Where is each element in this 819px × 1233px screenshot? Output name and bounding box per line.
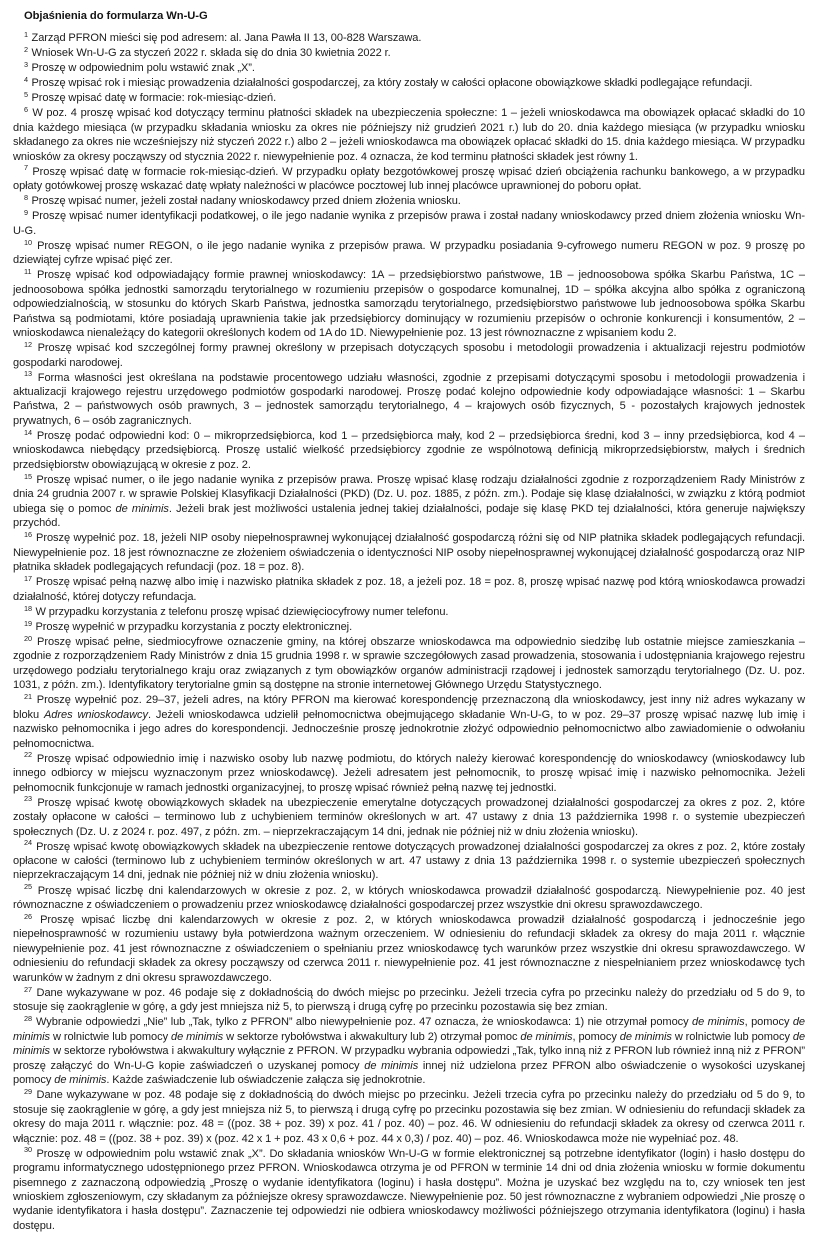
footnote-item (13, 209, 805, 238)
page-title: Objaśnienia do formularza Wn-U-G (24, 10, 208, 22)
footnote-text: Proszę wpisać pełne, siedmiocyfrowe oznaczenie gminy, na której obszarze wnioskodawca ma odpowiednio siedzibę lub ostatnie miejsce zamieszkania – zgodnie z rozporządzeniem Rady Ministrów z dnia 15 grudnia 1998 r. w sprawie szczegółowych zasad prowadzenia, stosowania i udostępniania krajowego rejestru urzędowego podziału terytorialnego kraju oraz związanych z tym obowiązków organów administracji rządowej i jednostek samorządu terytorialnego (Dz. U. poz. 1031, z późn. zm.). Identyfikatory terytorialne gmin są dostępne na stronie internetowej Głównego Urzędu Statystycznego. (13, 635, 805, 692)
footnote-marker: 25 (24, 882, 32, 892)
footnote-marker: 4 (24, 74, 28, 84)
footnote-marker: 20 (24, 633, 32, 643)
footnote-item (13, 840, 805, 883)
footnote-text: Dane wykazywane w poz. 46 podaje się z dokładnością do dwóch miejsc po przecinku. Jeżeli trzecia cyfra po przecinku należy do przedziału od 5 do 9, to stosuje się zaokrąglenie w górę, a gdy jest mniejsza niż 5, to pierwszą i drugą cyfrę po przecinku pozostawia się bez zmian. (13, 986, 805, 1014)
footnote-item (13, 913, 805, 985)
footnote-text: Proszę wpisać kod szczególnej formy prawnej określony w przepisach dotyczących sposobu i metodologii prowadzenia i aktualizacji rejestru podmiotów gospodarki narodowej. (13, 342, 805, 369)
footnote-item (13, 239, 805, 268)
footnote-marker: 2 (24, 44, 28, 54)
footnote-text: Zarząd PFRON mieści się pod adresem: al. Jana Pawła II 13, 00-828 Warszawa. (28, 32, 422, 44)
footnote-item (13, 76, 805, 90)
footnote-text: Proszę wpisać rok i miesiąc prowadzenia działalności gospodarczej, za który zostały w całości opłacone obowiązkowe składki podlegające refundacji. (28, 77, 753, 90)
footnote-marker: 7 (24, 163, 28, 173)
footnote-text: Proszę wpisać kod odpowiadający formie prawnej wnioskodawcy: 1A – przedsiębiorstwo państwowe, 1B – jednoosobowa spółka Skarbu Państwa, 1C – jednoosobowa spółka jednostki samorządu terytorialnego w rozumieniu przepisów o gospodarce komunalnej, 1D – spółka akcyjna albo spółka z ograniczoną odpowiedzialnością, w stosunku do których Skarb Państwa, jednostka samorządu terytorialnego, przedsiębiorstwo państwowe lub jednoosobowa spółka Skarbu Państwa są podmiotami, które posiadają uprawnienia takie jak przedsiębiorcy dominujący w rozumieniu przepisów o ochronie konkurencji i konsumentów, 2 – wnioskodawca nienależący do kategorii określonych kodem od 1A do 1D. Niewypełnienie poz. 13 jest równoznaczne z wpisaniem kodu 2. (13, 269, 805, 339)
footnote-text: Proszę w odpowiednim polu wstawić znak „X”. (28, 62, 255, 75)
footnote-marker: 29 (24, 1087, 32, 1097)
footnote-item (13, 531, 805, 574)
footnote-text: Dane wykazywane w poz. 48 podaje się z dokładnością do dwóch miejsc po przecinku. Jeżeli trzecia cyfra po przecinku należy do przedziału od 5 do 9, to stosuje się zaokrąglenie w górę, a gdy jest mniejsza niż 5, to pierwszą i drugą cyfrę po przecinku pozostawia się bez zmian. W odniesieniu do refundacji składek za okresy do maja 2011 r. włącznie: poz. 48 = ((poz. 38 + poz. 39) x poz. 41 / poz. 40) – poz. 46. W odniesieniu do refundacji składek za okresy od czerwca 2011 r. włącznie: poz. 48 = ((poz. 38 + poz. 39) x (poz. 42 x 1 + poz. 43 x 0,6 + poz. 44 x 0,3) / poz. 40) – poz. 46. Wnioskodawca może nie wypełniać poz. 48. (13, 1089, 805, 1145)
footnote-marker: 23 (24, 794, 32, 804)
footnote-marker: 12 (24, 339, 32, 349)
footnote-marker: 13 (24, 369, 32, 379)
footnote-item (13, 575, 805, 604)
footnote-text: Proszę wpisać kwotę obowiązkowych składek na ubezpieczenie rentowe dotyczących prowadzonej działalności gospodarczej za okres z poz. 2, które zostały opłacone w całości (terminowo lub z uchybieniem terminów określonych w art. 47 ustawy z dnia 13 października 1998 r. o systemie ubezpieczeń społecznych nieprzekraczającym 14 dni, jednak nie później niż w dniu złożenia wniosku). (13, 840, 805, 882)
footnote-marker: 30 (24, 1145, 32, 1155)
footnote-text: Proszę w odpowiednim polu wstawić znak „X”. Do składania wniosków Wn-U-G w formie elektronicznej są potrzebne identyfikator (login) i hasło dostępu do programu informatycznego udostępnionego przez PFRON. Wnioskodawca otrzyma je od PFRON w terminie 14 dni od dnia złożenia wniosku w formie dokumentu pisemnego z zaznaczoną odpowiedzią „Proszę o wydanie identyfikatora (loginu) i hasła dostępu”. Można je uzyskać bez względu na to, czy wniosek ten jest wnioskiem zgłoszeniowym, czy składanym za późniejsze okresy sprawozdawcze. Niewypełnienie poz. 50 jest równoznaczne z wybraniem odpowiedzi „Nie proszę o wydanie identyfikatora i hasła dostępu”. Zaznaczenie tej odpowiedzi nie odbiera wnioskodawcy możliwości późniejszego otrzymania identyfikatora (loginu) i hasła dostępu. (13, 1147, 805, 1232)
footnote-text: Proszę wpisać pełną nazwę albo imię i nazwisko płatnika składek z poz. 18, a jeżeli poz. 18 = poz. 8, proszę wpisać nazwę pod którą wnioskodawca prowadzi działalność, której dotyczy refundacja. (13, 576, 805, 603)
footnote-item (13, 194, 805, 208)
footnote-item (13, 268, 805, 340)
footnote-marker: 21 (24, 692, 32, 702)
footnote-marker: 27 (24, 984, 32, 994)
footnote-item (13, 1088, 805, 1146)
footnote-marker: 8 (24, 192, 28, 202)
footnote-marker: 3 (24, 59, 28, 69)
footnote-marker: 24 (24, 838, 32, 848)
footnote-item (13, 91, 805, 105)
footnote-text: Proszę wpisać liczbę dni kalendarzowych w okresie z poz. 2, w których wnioskodawca prowadził działalność gospodarczą. Niewypełnienie poz. 40 jest równoznaczne z oświadczeniem o prowadzeniu przez wnioskodawcę działalności gospodarczej przez wszystkie dni okresu sprawozdawczego. (13, 884, 805, 911)
footnote-item (13, 635, 805, 693)
footnote-item (13, 884, 805, 913)
footnote-text: Proszę wpisać numer identyfikacji podatkowej, o ile jego nadanie wynika z przepisów prawa i został nadany wnioskodawcy przed dniem złożenia wniosku Wn-U-G. (13, 210, 805, 237)
footnote-marker: 28 (24, 1014, 32, 1024)
footnote-marker: 11 (24, 267, 32, 276)
footnote-text: Proszę wpisać numer, o ile jego nadanie wynika z przepisów prawa. Proszę wpisać klasę rodzaju działalności zgodnie z rozporządzeniem Rady Ministrów z dnia 24 grudnia 2007 r. w sprawie Polskiej Klasyfikacji Działalności (PKD) (Dz. U. poz. 1885, z późn. zm.). Podaje się klasę działalności, w związku z którą podmiot ubiega się o pomoc de minimis. Jeżeli brak jest możliwości ustalenia jednej takiej działalności, podaje się klasę PKD tej działalności, która generuje największy przychód. (13, 473, 805, 530)
footnote-item (13, 1015, 805, 1087)
footnote-text: Proszę podać odpowiedni kod: 0 – mikroprzedsiębiorca, kod 1 – przedsiębiorca mały, kod 2 – przedsiębiorca średni, kod 3 – inny przedsiębiorca, kod 4 – wnioskodawca niebędący przedsiębiorcą. Proszę ustalić wielkość przedsiębiorcy zgodnie ze wspólnotową definicją mikroprzedsiębiorstw, małych i średnich przedsiębiorstw obowiązującą w okresie z poz. 2. (13, 429, 805, 471)
footnote-text: Proszę wpisać kwotę obowiązkowych składek na ubezpieczenie emerytalne dotyczących prowadzonej działalności gospodarczej za okres z poz. 2, które zostały opłacone w całości – terminowo lub z uchybieniem terminów określonych w art. 47 ustawy z dnia 13 października 1998 r. o systemie ubezpieczeń społecznych (Dz. U. z 2024 r. poz. 497, z późn. zm. – nieprzekraczającym 14 dni, jednak nie później niż w dniu złożenia wniosku). (13, 796, 805, 838)
footnote-text: Proszę wypełnić poz. 18, jeżeli NIP osoby niepełnosprawnej wykonującej działalność gospodarczą różni się od NIP płatnika składek podlegających refundacji. Niewypełnienie poz. 18 jest równoznaczne ze złożeniem oświadczenia o identyczności NIP osoby niepełnosprawnej wykonującej działalność gospodarczą oraz NIP płatnika składek podlegających refundacji (poz. 18 = poz. 8). (13, 532, 805, 574)
footnote-text: Proszę wypełnić poz. 29–37, jeżeli adres, na który PFRON ma kierować korespondencję przeznaczoną dla wnioskodawcy, jest inny niż adres wykazany w bloku Adres wnioskodawcy. Jeżeli wnioskodawca udzielił pełnomocnictwa obejmującego składanie Wn-U-G, to w poz. 29–37 proszę wpisać nazwę lub imię i nazwisko pełnomocnika i jego adres do korespondencji. Jednocześnie proszę jednokrotnie złożyć odpowiednio pełnomocnictwo albo zawiadomienie o odwołaniu pełnomocnictwa. (13, 694, 805, 750)
footnote-text: Proszę wpisać numer, jeżeli został nadany wnioskodawcy przed dniem złożenia wniosku. (28, 195, 461, 208)
footnote-item (13, 620, 805, 634)
footnote-item (13, 473, 805, 531)
footnote-marker: 1 (24, 29, 28, 39)
footnote-item (13, 371, 805, 429)
footnote-text: Proszę wypełnić w przypadku korzystania z poczty elektronicznej. (32, 620, 353, 633)
footnote-text: Wybranie odpowiedzi „Nie” lub „Tak, tylko z PFRON” albo niewypełnienie poz. 47 oznacza, że wnioskodawca: 1) nie otrzymał pomocy de minimis, pomocy de minimis w rolnictwie lub pomocy de minimis w sektorze rybołówstwa i akwakultury lub 2) otrzymał pomoc de minimis, pomocy de minimis w rolnictwie lub pomocy de minimis w sektorze rybołówstwa i akwakultury wyłącznie z PFRON. W przypadku wybrania odpowiedzi „Tak, tylko inną niż z PFRON lub również inną niż z PFRON” proszę załączyć do Wn-U-G kopie zaświadczeń o uzyskanej pomocy de minimis innej niż udzielona przez PFRON albo oświadczenie o wysokości uzyskanej pomocy de minimis. Każde zaświadczenie lub oświadczenie załącza się jednokrotnie. (13, 1016, 806, 1087)
footnote-marker: 9 (24, 208, 28, 217)
footnote-item (13, 693, 805, 751)
footnote-text: Proszę wpisać odpowiednio imię i nazwisko osoby lub nazwę podmiotu, do których należy kierować korespondencję do wnioskodawcy (wnioskodawcy lub innego odbiorcy w miejscu wyznaczonym przez wnioskodawcę). Jeżeli adresatem jest pełnomocnik, to proszę wpisać imię i nazwisko pełnomocnika. Jeżeli pełnomocnik funkcjonuje w ramach jednostki organizacyjnej, to proszę wpisać również pełną nazwę tej jednostki. (13, 752, 805, 794)
footnote-marker: 15 (24, 471, 32, 481)
footnote-item (13, 106, 805, 164)
footnote-text: Wniosek Wn-U-G za styczeń 2022 r. składa się do dnia 30 kwietnia 2022 r. (28, 47, 391, 60)
footnote-item (13, 796, 805, 839)
footnote-marker: 14 (24, 427, 32, 437)
footnote-item (13, 61, 805, 75)
footnote-marker: 22 (24, 750, 32, 760)
footnote-marker: 5 (24, 90, 28, 99)
footnote-text: W przypadku korzystania z telefonu proszę wpisać dziewięciocyfrowy numer telefonu. (32, 605, 449, 618)
footnote-text: Proszę wpisać datę w formacie rok-miesiąc-dzień. W przypadku opłaty bezgotówkowej proszę wpisać dzień obciążenia rachunku bankowego, a w przypadku opłaty gotówkowej proszę wskazać datę wpłaty należności w placówce pocztowej lub innej placówce uprawnionej do poboru opłat. (13, 165, 805, 193)
footnote-item (13, 1147, 805, 1233)
footnote-marker: 26 (24, 911, 32, 921)
footnote-item (13, 605, 805, 619)
footnote-item (13, 46, 805, 60)
footnote-marker: 17 (24, 574, 32, 584)
footnote-item (13, 752, 805, 795)
footnote-item (13, 429, 805, 472)
footnote-marker: 18 (24, 603, 32, 613)
footnote-item (13, 165, 805, 194)
footnote-item (13, 31, 805, 45)
footnote-text: Proszę wpisać datę w formacie: rok-miesiąc-dzień. (28, 92, 277, 105)
footnote-text: Proszę wpisać liczbę dni kalendarzowych w okresie z poz. 2, w których wnioskodawca prowadził działalność gospodarczą i jednocześnie jego niepełnosprawność w rozumieniu ustawy była potwierdzona ważnym orzeczeniem. W odniesieniu do refundacji składek za okresy do maja 2011 r. włącznie niewypełnienie poz. 41 jest równoznaczne z oświadczeniem o spełnianiu przez wnioskodawcę tych warunków przez wszystkie dni okresu sprawozdawczego. W odniesieniu do refundacji składek za okresy począwszy od czerwca 2011 r. niewypełnienie poz. 41 jest równoznaczne z niespełnianiem przez wnioskodawcę tych warunków w żadnym z dni okresu sprawozdawczego. (13, 914, 805, 984)
footnote-marker: 10 (24, 237, 32, 247)
footnote-text: Forma własności jest określana na podstawie procentowego udziału własności, zgodnie z przepisami dotyczącymi sposobu i metodologii prowadzenia i aktualizacji krajowego rejestru urzędowego podmiotów gospodarki narodowej. Proszę podać kolejno odpowiednie kody odpowiadające własności: 1 – Skarbu Państwa, 2 – państwowych osób prawnych, 3 – jednostek samorządu terytorialnego, 4 – krajowych osób fizycznych, 5 - pozostałych krajowych jednostek prywatnych, 6 – osób zagranicznych. (13, 371, 805, 427)
footnote-item (13, 341, 805, 370)
footnote-marker: 19 (24, 618, 32, 628)
footnote-text: Proszę wpisać numer REGON, o ile jego nadanie wynika z przepisów prawa. W przypadku posiadania 9-cyfrowego numeru REGON w poz. 9 proszę po dziewiątej cyfrze wpisać pięć zer. (13, 239, 805, 267)
footnote-marker: 6 (24, 105, 28, 115)
footnote-item (13, 986, 805, 1015)
footnote-marker: 16 (24, 530, 32, 540)
footnote-text: W poz. 4 proszę wpisać kod dotyczący terminu płatności składek na ubezpieczenia społeczne: 1 – jeżeli wnioskodawca ma obowiązek opłacać składki do 10 dnia każdego miesiąca (w przypadku składania wniosku za okres nie późniejszy niż grudzień 2021 r.) lub do 20. dnia każdego miesiąca (w przypadku wniosku składanego za okres nie wcześniejszy niż styczeń 2022 r.) albo 2 – jeżeli wnioskodawca ma obowiązek opłacać składki do 15. dnia każdego miesiąca. W przypadku wniosków za okresy począwszy od stycznia 2022 r. niewypełnienie poz. 4 oznacza, że kod terminu płatności składek jest równy 1. (13, 107, 805, 163)
footnote-list (13, 31, 805, 1233)
